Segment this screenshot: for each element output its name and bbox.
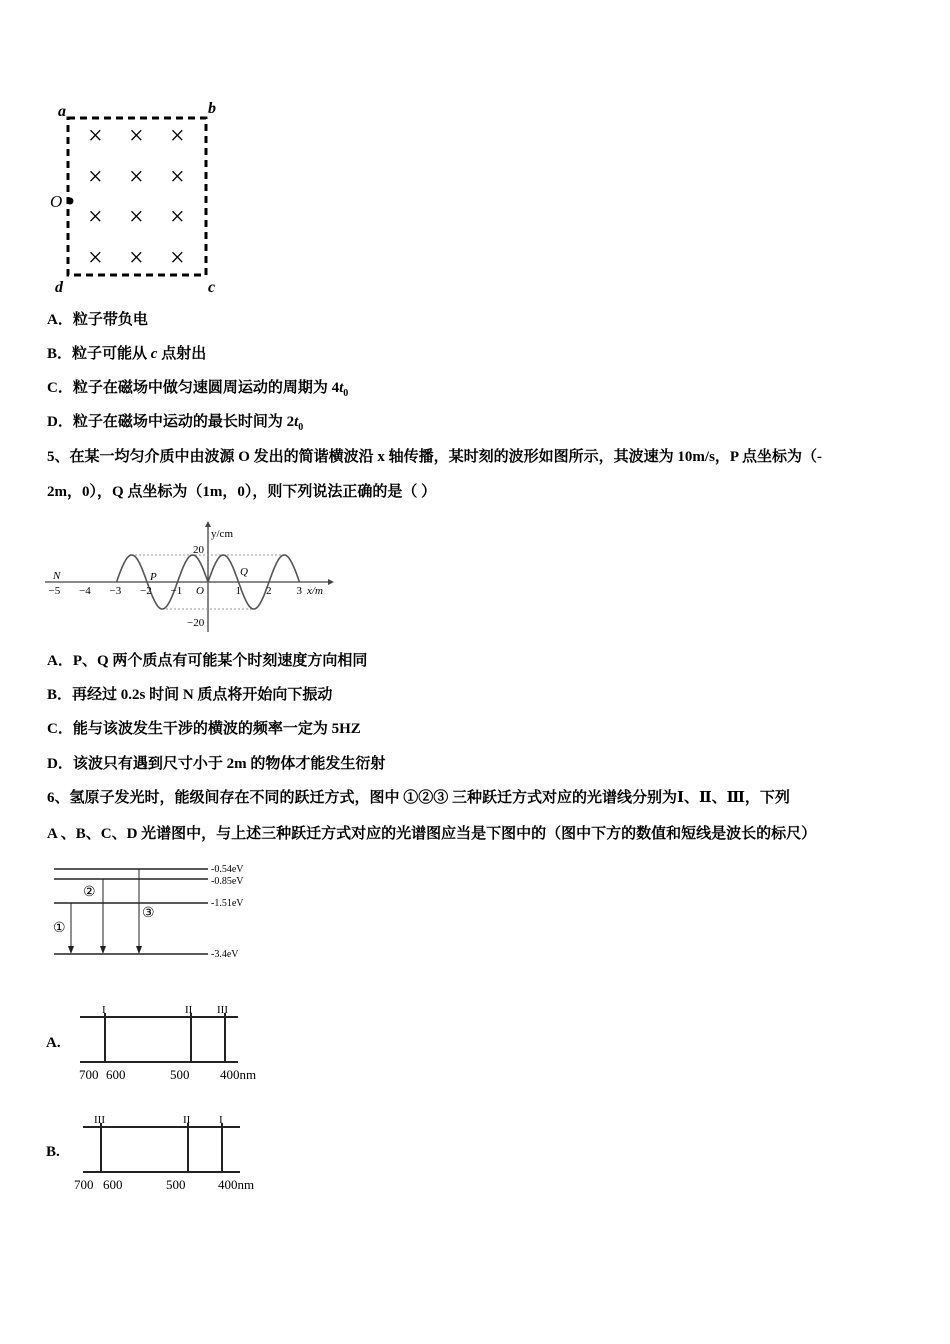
- line-label: II: [185, 1004, 193, 1016]
- option-text: 粒子在磁场中做匀速圆周运动的周期为 4: [72, 380, 340, 396]
- option-letter: D．: [47, 414, 73, 430]
- label-b: b: [208, 100, 216, 117]
- option-letter: B．: [47, 346, 73, 362]
- origin-label: O: [196, 585, 204, 597]
- field-into-page-mark: ×: [170, 243, 185, 272]
- label-a: a: [58, 103, 66, 120]
- scale-label: 400nm: [218, 1177, 255, 1192]
- field-into-page-mark: ×: [88, 202, 103, 231]
- field-into-page-mark: ×: [129, 121, 144, 150]
- option-letter: A.: [46, 1035, 61, 1051]
- scale-label: 500: [170, 1067, 190, 1082]
- label-o: O: [50, 192, 63, 211]
- level-label: -0.85eV: [211, 876, 244, 887]
- y-tick-neg20: −20: [187, 617, 205, 629]
- line-label: I: [102, 1004, 106, 1016]
- option-sub: 0: [343, 388, 349, 399]
- x-tick-label: −4: [79, 585, 91, 597]
- x-tick-label: −3: [109, 585, 122, 597]
- option-text: 能与该波发生干涉的横波的频率一定为 5HZ: [72, 721, 361, 737]
- transition-3-label: ③: [142, 906, 155, 921]
- field-into-page-mark: ×: [170, 121, 185, 150]
- x-axis-label: x/m: [307, 585, 323, 597]
- x-tick-label: 3: [296, 585, 302, 597]
- transition-2-label: ②: [83, 885, 96, 900]
- field-into-page-mark: ×: [129, 162, 144, 191]
- q5-stem-line1: 5、在某一均匀介质中由波源 O 发出的简谐横波沿 x 轴传播，某时刻的波形如图所示，其波速为 10m/s，P 点坐标为（-: [47, 449, 823, 465]
- line-label: II: [183, 1114, 191, 1126]
- level-label: -3.4eV: [211, 949, 239, 960]
- line-label: III: [217, 1004, 228, 1016]
- field-into-page-mark: ×: [170, 162, 185, 191]
- point-n-label: N: [53, 570, 61, 582]
- scale-label: 600: [106, 1067, 126, 1082]
- option-letter: A．: [47, 653, 73, 669]
- field-into-page-mark: ×: [170, 202, 185, 231]
- label-d: d: [55, 279, 63, 296]
- x-tick-label: 2: [266, 585, 272, 597]
- level-label: -1.51eV: [211, 898, 244, 909]
- option-sub: 0: [298, 422, 304, 433]
- option-letter: B．: [47, 687, 73, 703]
- option-letter: C．: [47, 721, 73, 737]
- q6-stem-line2: A 、B、C、D 光谱图中，与上述三种跃迁方式对应的光谱图应当是下图中的（图中下方的数值和短线是波长的标尺）: [47, 826, 817, 842]
- option-text: 点射出: [157, 346, 207, 362]
- field-into-page-mark: ×: [129, 243, 144, 272]
- scale-label: 400nm: [220, 1067, 257, 1082]
- option-var: t: [339, 380, 344, 396]
- q6-stem-line1: 6、氢原子发光时，能级间存在不同的跃迁方式，图中 ①②③ 三种跃迁方式对应的光谱线分别为Ⅰ、Ⅱ、Ⅲ，下列: [47, 790, 790, 806]
- scale-label: 500: [166, 1177, 186, 1192]
- option-letter: A．: [47, 312, 73, 328]
- option-var: c: [150, 346, 158, 362]
- scale-label: 600: [103, 1177, 123, 1192]
- option-text: 粒子在磁场中运动的最长时间为 2: [72, 414, 295, 430]
- field-into-page-mark: ×: [129, 202, 144, 231]
- option-letter: B.: [46, 1144, 60, 1160]
- point-p-label: P: [150, 571, 157, 583]
- option-text: 粒子可能从: [72, 346, 151, 362]
- point-q-label: Q: [240, 566, 248, 578]
- option-text: 再经过 0.2s 时间 N 质点将开始向下振动: [72, 687, 333, 703]
- option-letter: D．: [47, 756, 73, 772]
- x-tick-label: −5: [48, 585, 61, 597]
- scale-label: 700: [74, 1177, 94, 1192]
- y-tick-20: 20: [193, 544, 204, 556]
- field-into-page-mark: ×: [88, 243, 103, 272]
- line-label: III: [94, 1114, 105, 1126]
- scale-label: 700: [79, 1067, 99, 1082]
- field-into-page-mark: ×: [88, 121, 103, 150]
- line-label: I: [219, 1114, 223, 1126]
- q5-stem-line2: 2m，0），Q 点坐标为（1m，0），则下列说法正确的是（ ）: [47, 484, 437, 500]
- x-tick-label: 1: [235, 585, 241, 597]
- option-text: P、Q 两个质点有可能某个时刻速度方向相同: [72, 653, 368, 669]
- option-var: t: [294, 414, 299, 430]
- label-c: c: [208, 279, 216, 296]
- x-tick-label: −1: [170, 585, 183, 597]
- field-into-page-mark: ×: [88, 162, 103, 191]
- option-text: 粒子带负电: [72, 312, 148, 328]
- option-letter: C．: [47, 380, 73, 396]
- level-label: -0.54eV: [211, 864, 244, 875]
- transition-1-label: ①: [53, 921, 66, 936]
- y-axis-label: y/cm: [211, 528, 233, 540]
- option-text: 该波只有遇到尺寸小于 2m 的物体才能发生衍射: [72, 756, 386, 772]
- x-tick-label: −2: [140, 585, 152, 597]
